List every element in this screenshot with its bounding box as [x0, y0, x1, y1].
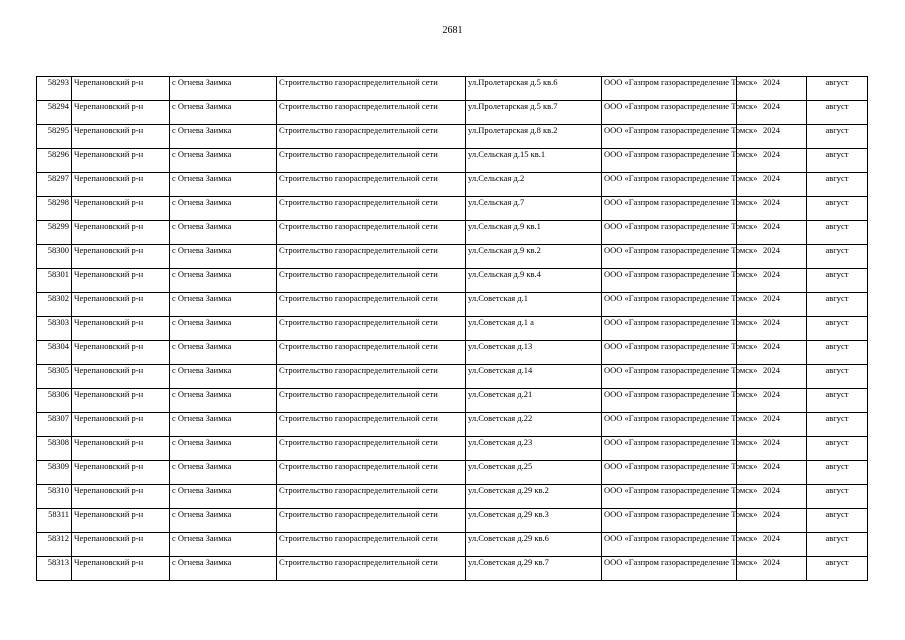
locality-cell: с Огнева Заимка	[170, 509, 277, 533]
address-cell: ул.Сельская д.2	[466, 173, 602, 197]
year-cell: 2024	[737, 413, 807, 437]
district-cell: Черепановский р-н	[72, 341, 170, 365]
row-number: 58303	[37, 317, 72, 341]
district-cell: Черепановский р-н	[72, 197, 170, 221]
district-cell: Черепановский р-н	[72, 221, 170, 245]
organization-cell: ООО «Газпром газораспределение Томск»	[602, 413, 737, 437]
work-type-cell: Строительство газораспределительной сети	[277, 149, 466, 173]
month-cell: август	[807, 101, 868, 125]
organization-cell: ООО «Газпром газораспределение Томск»	[602, 509, 737, 533]
organization-cell: ООО «Газпром газораспределение Томск»	[602, 533, 737, 557]
row-number: 58296	[37, 149, 72, 173]
work-type-cell: Строительство газораспределительной сети	[277, 125, 466, 149]
row-number: 58311	[37, 509, 72, 533]
organization-cell: ООО «Газпром газораспределение Томск»	[602, 101, 737, 125]
table-row	[37, 173, 868, 197]
organization-cell: ООО «Газпром газораспределение Томск»	[602, 317, 737, 341]
year-cell: 2024	[737, 293, 807, 317]
month-cell: август	[807, 341, 868, 365]
work-type-cell: Строительство газораспределительной сети	[277, 245, 466, 269]
district-cell: Черепановский р-н	[72, 101, 170, 125]
work-type-cell: Строительство газораспределительной сети	[277, 485, 466, 509]
address-cell: ул.Советская д.22	[466, 413, 602, 437]
address-cell: ул.Сельская д.15 кв.1	[466, 149, 602, 173]
address-cell: ул.Сельская д.9 кв.2	[466, 245, 602, 269]
row-number: 58302	[37, 293, 72, 317]
locality-cell: с Огнева Заимка	[170, 197, 277, 221]
locality-cell: с Огнева Заимка	[170, 413, 277, 437]
locality-cell: с Огнева Заимка	[170, 101, 277, 125]
address-cell: ул.Пролетарская д.5 кв.7	[466, 101, 602, 125]
organization-cell: ООО «Газпром газораспределение Томск»	[602, 341, 737, 365]
district-cell: Черепановский р-н	[72, 77, 170, 101]
locality-cell: с Огнева Заимка	[170, 365, 277, 389]
district-cell: Черепановский р-н	[72, 437, 170, 461]
year-cell: 2024	[737, 221, 807, 245]
address-cell: ул.Сельская д.9 кв.1	[466, 221, 602, 245]
table-row	[37, 197, 868, 221]
district-cell: Черепановский р-н	[72, 293, 170, 317]
row-number: 58304	[37, 341, 72, 365]
locality-cell: с Огнева Заимка	[170, 557, 277, 581]
month-cell: август	[807, 365, 868, 389]
table-row	[37, 437, 868, 461]
table-row	[37, 533, 868, 557]
month-cell: август	[807, 269, 868, 293]
district-cell: Черепановский р-н	[72, 533, 170, 557]
work-type-cell: Строительство газораспределительной сети	[277, 101, 466, 125]
locality-cell: с Огнева Заимка	[170, 389, 277, 413]
district-cell: Черепановский р-н	[72, 125, 170, 149]
district-cell: Черепановский р-н	[72, 269, 170, 293]
row-number: 58299	[37, 221, 72, 245]
organization-cell: ООО «Газпром газораспределение Томск»	[602, 125, 737, 149]
row-number: 58297	[37, 173, 72, 197]
row-number: 58293	[37, 77, 72, 101]
row-number: 58294	[37, 101, 72, 125]
organization-cell: ООО «Газпром газораспределение Томск»	[602, 437, 737, 461]
year-cell: 2024	[737, 149, 807, 173]
address-cell: ул.Сельская д.9 кв.4	[466, 269, 602, 293]
district-cell: Черепановский р-н	[72, 485, 170, 509]
month-cell: август	[807, 77, 868, 101]
locality-cell: с Огнева Заимка	[170, 533, 277, 557]
locality-cell: с Огнева Заимка	[170, 221, 277, 245]
locality-cell: с Огнева Заимка	[170, 269, 277, 293]
year-cell: 2024	[737, 245, 807, 269]
row-number: 58295	[37, 125, 72, 149]
table-row	[37, 341, 868, 365]
table-row	[37, 293, 868, 317]
locality-cell: с Огнева Заимка	[170, 461, 277, 485]
row-number: 58298	[37, 197, 72, 221]
work-type-cell: Строительство газораспределительной сети	[277, 269, 466, 293]
locality-cell: с Огнева Заимка	[170, 125, 277, 149]
organization-cell: ООО «Газпром газораспределение Томск»	[602, 389, 737, 413]
address-cell: ул.Советская д.21	[466, 389, 602, 413]
address-cell: ул.Пролетарская д.8 кв.2	[466, 125, 602, 149]
work-type-cell: Строительство газораспределительной сети	[277, 533, 466, 557]
row-number: 58312	[37, 533, 72, 557]
locality-cell: с Огнева Заимка	[170, 77, 277, 101]
organization-cell: ООО «Газпром газораспределение Томск»	[602, 221, 737, 245]
address-cell: ул.Сельская д.7	[466, 197, 602, 221]
month-cell: август	[807, 485, 868, 509]
locality-cell: с Огнева Заимка	[170, 245, 277, 269]
locality-cell: с Огнева Заимка	[170, 485, 277, 509]
month-cell: август	[807, 221, 868, 245]
month-cell: август	[807, 461, 868, 485]
locality-cell: с Огнева Заимка	[170, 173, 277, 197]
month-cell: август	[807, 533, 868, 557]
address-cell: ул.Советская д.13	[466, 341, 602, 365]
year-cell: 2024	[737, 461, 807, 485]
month-cell: август	[807, 149, 868, 173]
address-cell: ул.Советская д.14	[466, 365, 602, 389]
month-cell: август	[807, 293, 868, 317]
organization-cell: ООО «Газпром газораспределение Томск»	[602, 77, 737, 101]
table-row	[37, 221, 868, 245]
table-row	[37, 557, 868, 581]
table-row	[37, 269, 868, 293]
district-cell: Черепановский р-н	[72, 317, 170, 341]
locality-cell: с Огнева Заимка	[170, 437, 277, 461]
work-type-cell: Строительство газораспределительной сети	[277, 197, 466, 221]
year-cell: 2024	[737, 173, 807, 197]
row-number: 58310	[37, 485, 72, 509]
district-cell: Черепановский р-н	[72, 173, 170, 197]
organization-cell: ООО «Газпром газораспределение Томск»	[602, 485, 737, 509]
table-body	[37, 77, 868, 581]
district-cell: Черепановский р-н	[72, 413, 170, 437]
organization-cell: ООО «Газпром газораспределение Томск»	[602, 149, 737, 173]
work-type-cell: Строительство газораспределительной сети	[277, 221, 466, 245]
table-row	[37, 149, 868, 173]
work-type-cell: Строительство газораспределительной сети	[277, 557, 466, 581]
organization-cell: ООО «Газпром газораспределение Томск»	[602, 197, 737, 221]
work-type-cell: Строительство газораспределительной сети	[277, 461, 466, 485]
row-number: 58305	[37, 365, 72, 389]
table-row	[37, 485, 868, 509]
address-cell: ул.Советская д.29 кв.7	[466, 557, 602, 581]
address-cell: ул.Советская д.1 а	[466, 317, 602, 341]
address-cell: ул.Советская д.25	[466, 461, 602, 485]
work-type-cell: Строительство газораспределительной сети	[277, 317, 466, 341]
locality-cell: с Огнева Заимка	[170, 341, 277, 365]
address-cell: ул.Советская д.23	[466, 437, 602, 461]
table-row	[37, 245, 868, 269]
address-cell: ул.Советская д.1	[466, 293, 602, 317]
organization-cell: ООО «Газпром газораспределение Томск»	[602, 173, 737, 197]
district-cell: Черепановский р-н	[72, 461, 170, 485]
district-cell: Черепановский р-н	[72, 389, 170, 413]
work-type-cell: Строительство газораспределительной сети	[277, 437, 466, 461]
organization-cell: ООО «Газпром газораспределение Томск»	[602, 461, 737, 485]
year-cell: 2024	[737, 317, 807, 341]
year-cell: 2024	[737, 533, 807, 557]
table-row	[37, 389, 868, 413]
month-cell: август	[807, 125, 868, 149]
work-type-cell: Строительство газораспределительной сети	[277, 341, 466, 365]
month-cell: август	[807, 173, 868, 197]
month-cell: август	[807, 389, 868, 413]
locality-cell: с Огнева Заимка	[170, 293, 277, 317]
year-cell: 2024	[737, 389, 807, 413]
year-cell: 2024	[737, 437, 807, 461]
address-cell: ул.Советская д.29 кв.6	[466, 533, 602, 557]
table-row	[37, 125, 868, 149]
table-row	[37, 413, 868, 437]
table-row	[37, 509, 868, 533]
year-cell: 2024	[737, 365, 807, 389]
month-cell: август	[807, 317, 868, 341]
month-cell: август	[807, 197, 868, 221]
district-cell: Черепановский р-н	[72, 149, 170, 173]
work-type-cell: Строительство газораспределительной сети	[277, 77, 466, 101]
table-row	[37, 77, 868, 101]
work-type-cell: Строительство газораспределительной сети	[277, 173, 466, 197]
address-cell: ул.Советская д.29 кв.3	[466, 509, 602, 533]
organization-cell: ООО «Газпром газораспределение Томск»	[602, 293, 737, 317]
locality-cell: с Огнева Заимка	[170, 317, 277, 341]
month-cell: август	[807, 437, 868, 461]
page-number: 2681	[442, 25, 463, 36]
month-cell: август	[807, 509, 868, 533]
table-row	[37, 365, 868, 389]
year-cell: 2024	[737, 77, 807, 101]
district-cell: Черепановский р-н	[72, 365, 170, 389]
row-number: 58306	[37, 389, 72, 413]
month-cell: август	[807, 245, 868, 269]
work-type-cell: Строительство газораспределительной сети	[277, 389, 466, 413]
month-cell: август	[807, 413, 868, 437]
locality-cell: с Огнева Заимка	[170, 149, 277, 173]
work-type-cell: Строительство газораспределительной сети	[277, 293, 466, 317]
district-cell: Черепановский р-н	[72, 557, 170, 581]
year-cell: 2024	[737, 557, 807, 581]
row-number: 58301	[37, 269, 72, 293]
row-number: 58308	[37, 437, 72, 461]
organization-cell: ООО «Газпром газораспределение Томск»	[602, 269, 737, 293]
year-cell: 2024	[737, 509, 807, 533]
organization-cell: ООО «Газпром газораспределение Томск»	[602, 365, 737, 389]
work-type-cell: Строительство газораспределительной сети	[277, 413, 466, 437]
year-cell: 2024	[737, 101, 807, 125]
address-cell: ул.Советская д.29 кв.2	[466, 485, 602, 509]
district-cell: Черепановский р-н	[72, 509, 170, 533]
registry-table	[36, 76, 868, 581]
table-row	[37, 101, 868, 125]
address-cell: ул.Пролетарская д.5 кв.6	[466, 77, 602, 101]
table-row	[37, 317, 868, 341]
row-number: 58309	[37, 461, 72, 485]
year-cell: 2024	[737, 485, 807, 509]
district-cell: Черепановский р-н	[72, 245, 170, 269]
row-number: 58307	[37, 413, 72, 437]
organization-cell: ООО «Газпром газораспределение Томск»	[602, 245, 737, 269]
year-cell: 2024	[737, 197, 807, 221]
table-row	[37, 461, 868, 485]
work-type-cell: Строительство газораспределительной сети	[277, 365, 466, 389]
organization-cell: ООО «Газпром газораспределение Томск»	[602, 557, 737, 581]
work-type-cell: Строительство газораспределительной сети	[277, 509, 466, 533]
year-cell: 2024	[737, 125, 807, 149]
row-number: 58300	[37, 245, 72, 269]
year-cell: 2024	[737, 269, 807, 293]
row-number: 58313	[37, 557, 72, 581]
year-cell: 2024	[737, 341, 807, 365]
month-cell: август	[807, 557, 868, 581]
